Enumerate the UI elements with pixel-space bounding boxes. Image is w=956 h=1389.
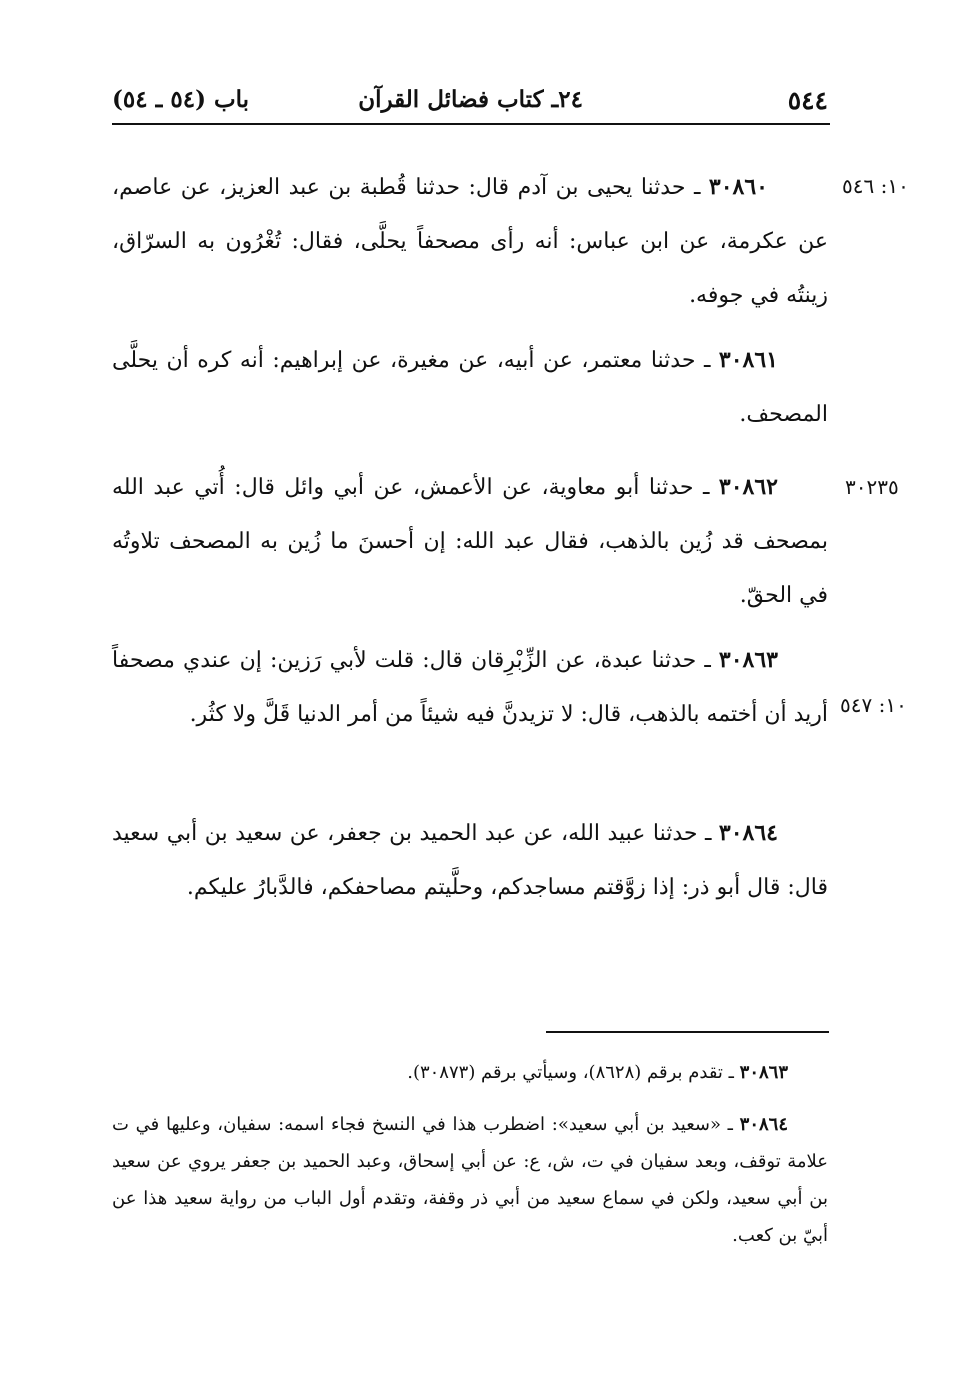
hadith-text: ـ حدثنا يحيى بن آدم قال: حدثنا قُطبة بن عبد العزيز، عن عاصم، عن عكرمة، عن ابن عباس: أنه رأى مصحفاً يحلَّى، فقال: تُغْرُون به السرّاق، زينتُه في جوفه. — [112, 175, 828, 308]
footnote-text: ـ تقدم برقم (٨٦٢٨)، وسيأتي برقم (٣٠٨٧٣). — [407, 1062, 740, 1083]
hadith-number: ٣٠٨٦٣ — [718, 647, 778, 673]
hadith-entry — [112, 633, 828, 742]
hadith-number: ٣٠٨٦٠ — [708, 174, 768, 200]
page-number: ٥٤٤ — [787, 86, 828, 115]
hadith-text: ـ حدثنا معتمر، عن أبيه، عن مغيرة، عن إبراهيم: أنه كره أن يحلَّى المصحف. — [112, 348, 828, 427]
hadith-entry — [112, 806, 828, 915]
footnote-number: ٣٠٨٦٤ — [739, 1114, 788, 1135]
chapter-label: باب (٥٤ ـ ٥٤) — [112, 86, 250, 113]
margin-ref-3: ١٠: ٥٤٧ — [840, 693, 907, 717]
hadith-entry — [112, 160, 828, 323]
hadith-entry — [112, 333, 828, 442]
margin-ref-2: ٣٠٢٣٥ — [845, 475, 899, 499]
hadith-number: ٣٠٨٦١ — [718, 347, 778, 373]
footnote-text: ـ «سعيد بن أبي سعيد»: اضطرب هذا في النسخ فجاء اسمه: سفيان، وعليها في ت علامة توقف، وبعد سفيان في ت، ش، ع: عن أبي إسحاق، وعبد الحميد بن جعفر يروي عن سعيد بن أبي سعيد، ولكن في سماع سعيد من أبي ذر وقفة، وتقدم أول الباب من رواية سعيد هذا عن أبيّ بن كعب. — [112, 1114, 828, 1246]
hadith-number: ٣٠٨٦٤ — [718, 820, 778, 846]
hadith-entry — [112, 460, 828, 623]
header-rule — [112, 123, 830, 125]
hadith-text: ـ حدثنا عبيد الله، عن عبد الحميد بن جعفر، عن سعيد بن أبي سعيد قال: قال أبو ذر: إذا زوَّقتم مساجدكم، وحلَّيتم مصاحفكم، فالدَّبارُ عليكم. — [112, 821, 828, 900]
footnote-number: ٣٠٨٦٣ — [739, 1062, 788, 1083]
hadith-text: ـ حدثنا أبو معاوية، عن الأعمش، عن أبي وائل قال: أُتي عبد الله بمصحف قد زُين بالذهب، فقال عبد الله: إن أحسنَ ما زُين به المصحف تلاوتُه في الحقّ. — [112, 475, 828, 608]
footnote-rule — [546, 1031, 829, 1033]
hadith-number: ٣٠٨٦٢ — [718, 474, 778, 500]
hadith-text: ـ حدثنا عبدة، عن الزِّبْرِقان قال: قلت لأبي رَزين: إن عندي مصحفاً أريد أن أختمه بالذهب، قال: لا تزيدنَّ فيه شيئاً من أمر الدنيا قَلَّ ولا كثُر. — [112, 648, 828, 727]
footnote — [112, 1054, 828, 1091]
running-header — [112, 82, 828, 122]
book-title: ٢٤ـ كتاب فضائل القرآن — [358, 86, 583, 113]
margin-ref-1: ١٠: ٥٤٦ — [842, 174, 909, 198]
footnote — [112, 1106, 828, 1254]
